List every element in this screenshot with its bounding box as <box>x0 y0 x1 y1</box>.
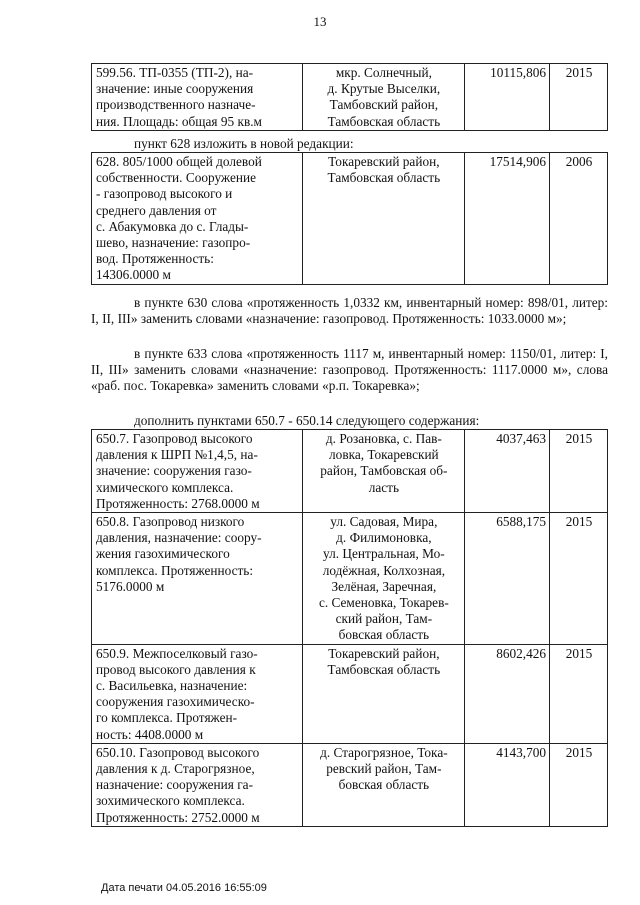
property-description-text: 599.56. ТП-0355 (ТП-2), на- значение: иные сооружения производственного назначе- ния. Площадь: общая 95 кв.м <box>96 65 262 129</box>
table-row <box>92 430 608 513</box>
property-year <box>550 743 608 826</box>
property-year-text: 2015 <box>565 431 593 446</box>
property-description-text: 628. 805/1000 общей долевой собственности. Сооружение - газопровод высокого и среднего давления от с. Абакумовка до с. Глады- шево, назначение: газопро- вод. Протяженность: 14306.0000 м <box>96 154 262 283</box>
property-value-text: 4143,700 <box>496 744 547 760</box>
property-address-text: д. Розановка, с. Пав- ловка, Токаревский район, Тамбовская об- ласть <box>320 431 448 495</box>
property-address <box>302 153 465 285</box>
property-value <box>465 644 550 743</box>
property-address-text: Токаревский район, Тамбовская область <box>327 154 441 186</box>
property-table-top <box>91 63 608 131</box>
property-year-text: 2015 <box>565 645 593 661</box>
property-table-650 <box>91 429 608 827</box>
property-value-text: 10115,806 <box>490 65 547 80</box>
property-year-text: 2015 <box>565 744 593 760</box>
property-year-text: 2015 <box>565 65 593 80</box>
property-year-text: 2006 <box>565 154 593 169</box>
property-description <box>92 430 303 513</box>
paragraph-628-intro: пункт 628 изложить в новой редакции: <box>134 136 354 151</box>
property-value <box>465 513 550 645</box>
property-value-text: 6588,175 <box>496 514 547 530</box>
property-description <box>92 513 303 645</box>
property-value <box>465 430 550 513</box>
property-description-text: 650.9. Межпоселковый газо- провод высокого давления к с. Васильевка, назначение: сооружения газохимическо- го комплекса. Протяжен- ность: 4408.0000 м <box>96 645 258 742</box>
property-year <box>550 513 608 645</box>
property-year <box>550 153 608 285</box>
property-description-text: 650.7. Газопровод высокого давления к ШРП №1,4,5, на- значение: сооружения газо- химического комплекса. Протяженность: 2768.0000 м <box>96 431 260 511</box>
property-address <box>302 743 465 826</box>
property-description <box>92 743 303 826</box>
property-year <box>550 644 608 743</box>
paragraph-630-amendment: в пункте 630 слова «протяженность 1,0332 км, инвентарный номер: 898/01, литер: I, II, III» заменить словами «назначение: газопровод. Протяженность: 1033.0000 м»; <box>91 295 608 327</box>
table-row <box>92 644 608 743</box>
property-value <box>465 743 550 826</box>
property-address-text: ул. Садовая, Мира, д. Филимоновка, ул. Центральная, Мо- лодёжная, Колхозная, Зелёная, Заречная, с. Семеновка, Токарев- ский район, Там- бовская область <box>318 514 449 643</box>
property-table-628 <box>91 152 608 285</box>
property-address <box>302 644 465 743</box>
property-address-text: Токаревский район, Тамбовская область <box>327 645 441 677</box>
property-value-text: 4037,463 <box>496 431 547 446</box>
property-description <box>92 64 303 131</box>
table-row <box>92 743 608 826</box>
property-year <box>550 64 608 131</box>
property-value-text: 8602,426 <box>496 645 547 661</box>
property-year <box>550 430 608 513</box>
property-description-text: 650.8. Газопровод низкого давления, назначение: соору- жения газохимического комплекса. Протяженность: 5176.0000 м <box>96 514 262 594</box>
property-value <box>465 64 550 131</box>
table-row <box>92 513 608 645</box>
property-value-text: 17514,906 <box>489 154 547 169</box>
property-description <box>92 153 303 285</box>
table-row <box>92 64 608 131</box>
paragraph-add-items: дополнить пунктами 650.7 - 650.14 следующего содержания: <box>134 413 480 428</box>
print-date: Дата печати 04.05.2016 16:55:09 <box>101 882 267 894</box>
property-year-text: 2015 <box>565 514 593 530</box>
paragraph-633-amendment: в пункте 633 слова «протяженность 1117 м, инвентарный номер: 1150/01, литер: I, II, III» заменить словами «назначение: газопровод. Протяженность: 1117.0000 м», слова «раб. пос. Токаревка» заменить словами «р.п. Токаревка»; <box>91 346 608 394</box>
property-address-text: д. Старогрязное, Тока- ревский район, Там- бовская область <box>320 744 448 793</box>
property-address <box>302 430 465 513</box>
property-description-text: 650.10. Газопровод высокого давления к д. Старогрязное, назначение: сооружения га- зохимического комплекса. Протяженность: 2752.0000 м <box>96 744 260 825</box>
property-description <box>92 644 303 743</box>
property-value <box>465 153 550 285</box>
property-address <box>302 64 465 131</box>
property-address-text: мкр. Солнечный, д. Крутые Выселки, Тамбовский район, Тамбовская область <box>327 65 441 129</box>
table-row <box>92 153 608 285</box>
page-number: 13 <box>313 14 327 29</box>
property-address <box>302 513 465 645</box>
